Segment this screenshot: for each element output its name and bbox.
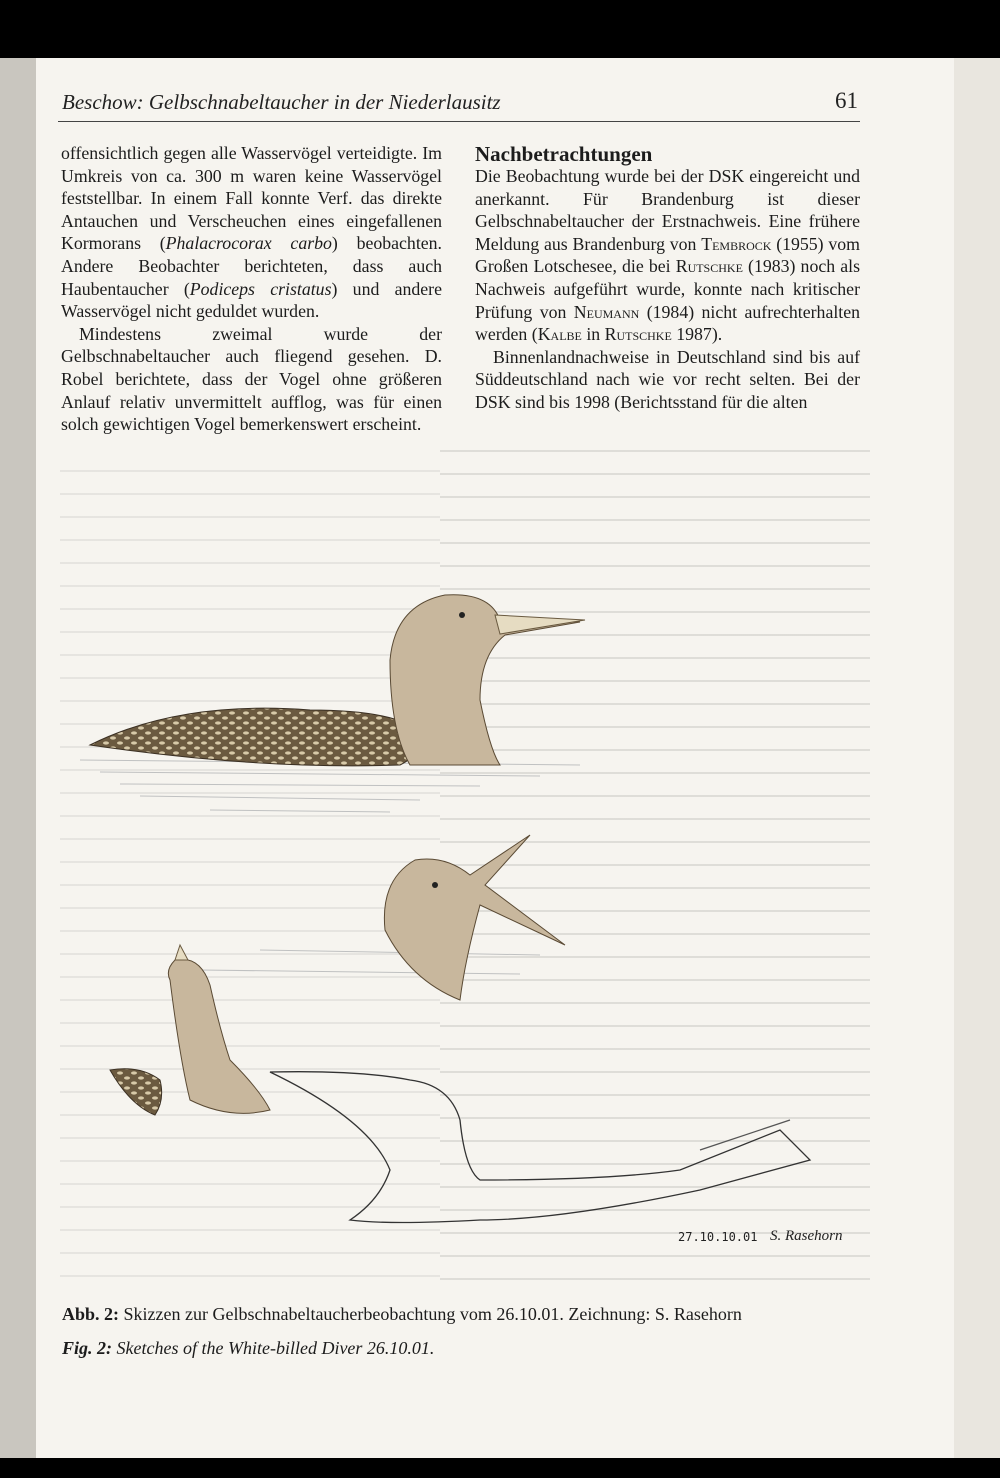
left-page-edge [0, 58, 36, 1458]
right-column [475, 165, 860, 414]
left-column [61, 142, 442, 436]
water-strokes [80, 760, 580, 974]
right-paragraph-1: Die Beobachtung wurde bei der DSK eingereicht und anerkannt. Für Brandenburg ist dieser Gelbschnabeltaucher der Erstnachweis. Eine frühere Meldung aus Brandenburg von Tembrock (1955) vom Großen Lotschesee, die bei Rutschke (1983) noch als Nachweis aufgeführt wurde, konnte nach kritischer Prüfung von Neumann (1984) nicht aufrechterhalten werden (Kalbe in Rutschke 1987). [475, 166, 861, 345]
right-paragraph-2: Binnenlandnachweise in Deutschland sind bis auf Süddeutschland nach wie vor recht selten. Bei der DSK sind bis 1998 (Berichtsstand für die alten [475, 346, 860, 412]
figure-caption-en: Fig. 2: Sketches of the White-billed Diver 26.10.01. [62, 1338, 435, 1358]
figure-caption-de: Abb. 2: Skizzen zur Gelbschnabeltaucherbeobachtung vom 26.10.01. Zeichnung: S. Rasehorn [62, 1304, 742, 1324]
page-number: 61 [835, 88, 858, 113]
raised-head-sketch [384, 835, 565, 1000]
left-paragraph-1: offensichtlich gegen alle Wasservögel verteidigte. Im Umkreis von ca. 300 m waren keine Wasservögel feststellbar. In einem Fall konnte Verf. das direkte Antauchen und Verscheuchen eines eingefallenen Kormorans (Phalacrocorax carbo) beobachten. Andere Beobachter berichteten, dass auch Haubentaucher (Podiceps cristatus) und andere Wasservögel nicht geduldet wurden. [61, 143, 442, 322]
sketch-signature: S. Rasehorn [770, 1228, 843, 1244]
header-rule [58, 121, 860, 122]
sketch-date: 27.10.10.01 [678, 1230, 758, 1244]
swimming-diver-sketch [90, 595, 585, 766]
diver-sketch-illustration [60, 560, 880, 1260]
diving-diver-outline [270, 1072, 810, 1223]
left-paragraph-2: Mindestens zweimal wurde der Gelbschnabeltaucher auch fliegend gesehen. D. Robel berichtete, dass der Vogel ohne größeren Anlauf relativ unvermittelt aufflog, was für einen solch gewichtigen Vogel bemerkenswert erscheint. [61, 323, 442, 435]
section-heading: Nachbetrachtungen [475, 142, 653, 166]
right-page-edge [948, 58, 1000, 1458]
running-title: Beschow: Gelbschnabeltaucher in der Niederlausitz [62, 90, 501, 114]
